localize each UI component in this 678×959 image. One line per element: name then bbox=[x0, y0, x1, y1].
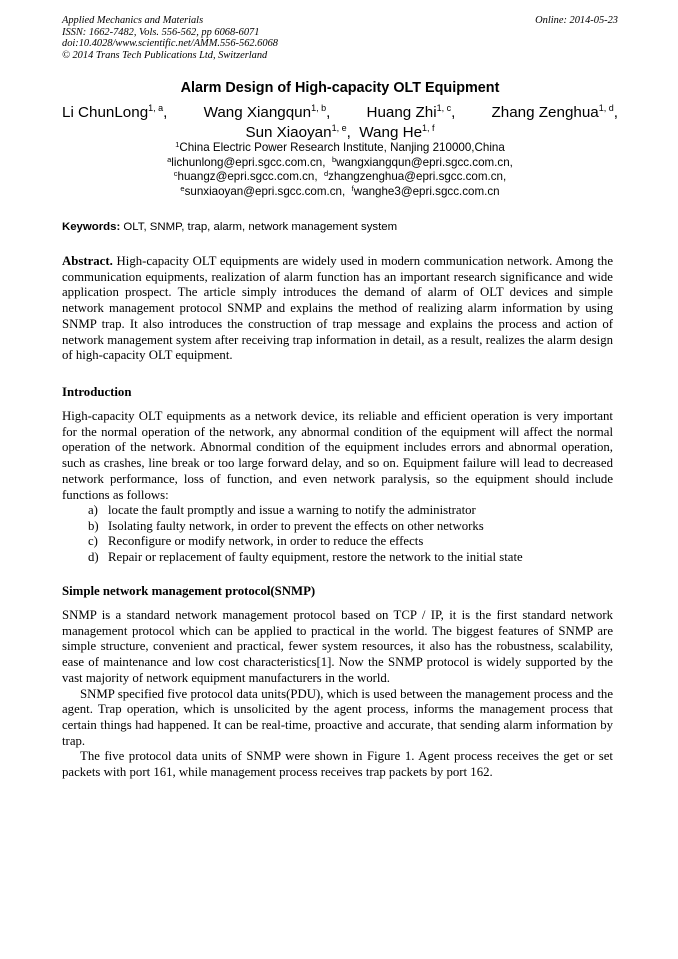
affiliation-line: $^1$China Electric Power Research Institute, Nanjing 210000,China bbox=[175, 140, 505, 154]
keywords-label: Keywords: bbox=[62, 221, 121, 233]
issn-line: ISSN: 1662-7482, Vols. 556-562, pp 6068-6071 bbox=[62, 26, 260, 38]
snmp-paragraph: The five protocol data units of SNMP were shown in Figure 1. Agent process receives the get or set packets with port 161, while management process receives trap packets by port 162. bbox=[62, 749, 613, 780]
snmp-paragraph: SNMP is a standard network management protocol based on TCP / IP, it is the first standard network management protocol which can be applied to practical in the world. The biggest features of SNMP are simple structure, convenient and practical, fewer system resources, it also has the robustness, scalability, ease of maintenance and low cost characteristics[1]. Now the SNMP protocol is widely supported by the vast majority of network equipment manufacturers in the world. bbox=[62, 608, 613, 685]
email: lichunlong@epri.sgcc.com.cn, bbox=[171, 155, 326, 169]
abstract-label: Abstract. bbox=[62, 254, 113, 268]
email-line: $^a$lichunlong@epri.sgcc.com.cn, $^b$wangxiangqun@epri.sgcc.com.cn, bbox=[167, 154, 513, 169]
abstract-text: High-capacity OLT equipments are widely used in modern communication network. Among the communication equipments, realization of alarm function has an important research significance and wide application prospect. The article simply introduces the demand of alarm of OLT devices and simple network management protocol SNMP and explains the method of realizing alarm information by using SNMP trap. It also introduces the construction of trap message and explains the process and action of network management system after receiving trap information in detail, as a result, realizes the alarm design of high-capacity OLT equipment. bbox=[62, 254, 613, 363]
introduction-paragraph: High-capacity OLT equipments as a network device, its reliable and efficient operation is very important for the normal operation of the network, any abnormal condition of the equipment will affect the normal operation of the network. Abnormal condition of the equipment includes errors and abnormal operation, such as crashes, line break or too large forward delay, and so on. Equipment failure will lead to decreased network performance, loss of function, and even network paralysis, so the equipment should include functions as follows: bbox=[62, 409, 613, 502]
snmp-paragraph: SNMP specified five protocol data units(PDU), which is used between the management process and the agent. Trap operation, which is unsolicited by the agent process, informs the management process that certain things had happened. It can be real-time, proactive and accurate, that sending alarm information by trap. bbox=[62, 686, 613, 748]
list-item: b) Isolating faulty network, in order to prevent the effects on other networks bbox=[88, 518, 484, 533]
author: Sun Xiaoyan$^{1, e}$, bbox=[245, 123, 351, 141]
email: wangxiangqun@epri.sgcc.com.cn, bbox=[336, 155, 513, 169]
author-list bbox=[62, 103, 618, 143]
author: Li ChunLong$^{1, a}$, bbox=[62, 103, 168, 121]
author: Zhang Zenghua$^{1, d}$, bbox=[491, 103, 618, 121]
paper-title: Alarm Design of High-capacity OLT Equipment bbox=[180, 80, 500, 96]
author: Wang He$^{1, f}$ bbox=[359, 123, 435, 141]
author: Wang Xiangqun$^{1, b}$, bbox=[203, 103, 331, 121]
email-line: $^c$huangz@epri.sgcc.com.cn, $^d$zhangzenghua@epri.sgcc.com.cn, bbox=[173, 169, 507, 184]
email: sunxiaoyan@epri.sgcc.com.cn, bbox=[184, 184, 346, 198]
abstract bbox=[62, 254, 613, 364]
journal-header bbox=[62, 15, 618, 61]
copyright-line: © 2014 Trans Tech Publications Ltd, Switzerland bbox=[62, 49, 268, 61]
keywords-text: OLT, SNMP, trap, alarm, network management system bbox=[123, 221, 398, 233]
section-heading-introduction: Introduction bbox=[62, 385, 132, 399]
snmp-section-body bbox=[62, 608, 613, 781]
email-line: $^e$sunxiaoyan@epri.sgcc.com.cn, $^f$wanghe3@epri.sgcc.com.cn bbox=[180, 183, 500, 198]
email: wanghe3@epri.sgcc.com.cn bbox=[353, 184, 500, 198]
list-item: a) locate the fault promptly and issue a warning to notify the administrator bbox=[88, 503, 476, 517]
journal-name: Applied Mechanics and Materials bbox=[62, 15, 204, 26]
function-list bbox=[62, 503, 613, 566]
doi-line: doi:10.4028/www.scientific.net/AMM.556-562.6068 bbox=[62, 38, 278, 49]
online-date: Online: 2014-05-23 bbox=[535, 15, 618, 26]
affiliations bbox=[62, 141, 618, 199]
author: Huang Zhi$^{1, c}$, bbox=[366, 103, 456, 121]
list-item: c) Reconfigure or modify network, in order to reduce the effects bbox=[88, 534, 424, 549]
keywords bbox=[62, 221, 618, 233]
list-item: d) Repair or replacement of faulty equipment, restore the network to the initial state bbox=[88, 550, 523, 565]
email: zhangzenghua@epri.sgcc.com.cn, bbox=[328, 170, 507, 184]
section-heading-snmp: Simple network management protocol(SNMP) bbox=[62, 584, 316, 598]
email: huangz@epri.sgcc.com.cn, bbox=[177, 170, 318, 184]
